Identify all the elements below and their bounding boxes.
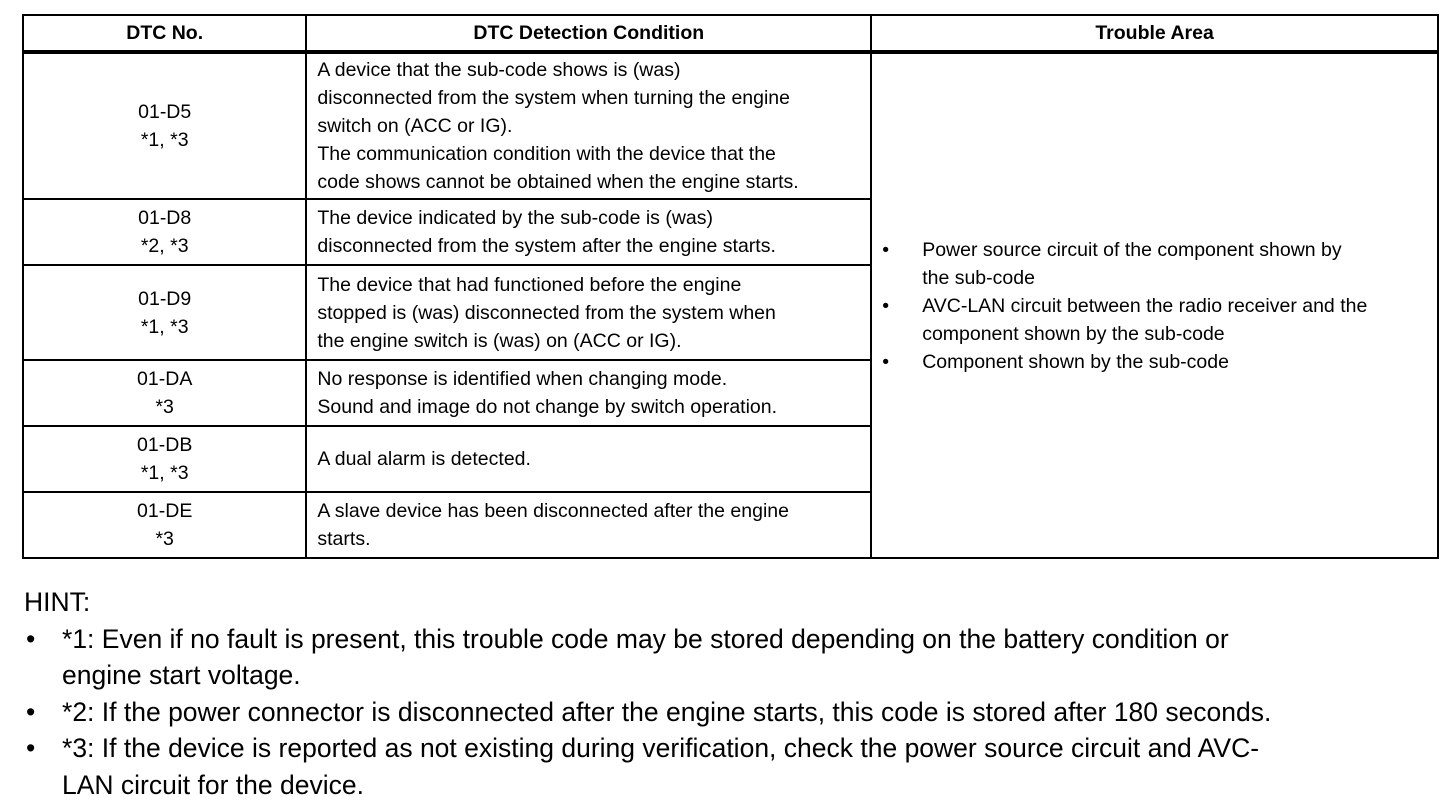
condition-line: Sound and image do not change by switch operation. (317, 393, 864, 421)
condition-line: disconnected from the system after the engine starts. (317, 232, 864, 260)
dtc-note-ref: *1, *3 (24, 313, 305, 341)
dtc-code-cell (23, 426, 306, 492)
trouble-area-cell (871, 52, 1438, 558)
dtc-code: 01-DA (24, 365, 305, 393)
dtc-code: 01-DE (24, 497, 305, 525)
condition-line: A slave device has been disconnected after the engine (317, 497, 864, 525)
hint-item (24, 730, 1444, 803)
condition-line: The device indicated by the sub-code is (was) (317, 204, 864, 232)
dtc-code-cell (23, 199, 306, 265)
condition-line: No response is identified when changing mode. (317, 365, 864, 393)
trouble-area-text: the sub-code (922, 267, 1035, 289)
condition-line: A device that the sub-code shows is (was) (317, 56, 864, 84)
hint-title: HINT: (24, 584, 1444, 621)
detection-condition-cell (306, 52, 871, 199)
condition-line: A dual alarm is detected. (317, 445, 864, 473)
bullet-icon: • (26, 694, 35, 731)
table-header-row (23, 15, 1438, 52)
hint-text: *1: Even if no fault is present, this trouble code may be stored depending on the battery condition or (62, 624, 1229, 654)
trouble-area-item (882, 348, 1431, 376)
dtc-code: 01-D9 (24, 285, 305, 313)
condition-line: starts. (317, 525, 864, 553)
hint-item (24, 621, 1444, 694)
dtc-code-cell (23, 52, 306, 199)
bullet-icon: • (882, 292, 889, 320)
detection-condition-cell (306, 360, 871, 426)
dtc-code: 01-D5 (24, 98, 305, 126)
condition-line: The communication condition with the device that the (317, 140, 864, 168)
bullet-icon: • (882, 348, 889, 376)
detection-condition-cell (306, 265, 871, 360)
trouble-area-text: component shown by the sub-code (922, 323, 1224, 345)
dtc-code-cell (23, 360, 306, 426)
trouble-area-text: AVC-LAN circuit between the radio receiver and the (922, 295, 1367, 317)
dtc-note-ref: *3 (24, 393, 305, 421)
dtc-code: 01-D8 (24, 204, 305, 232)
header-trouble-area: Trouble Area (871, 15, 1438, 52)
hint-text: LAN circuit for the device. (62, 770, 364, 800)
hint-text: *2: If the power connector is disconnected after the engine starts, this code is stored after 180 seconds. (62, 697, 1271, 727)
condition-line: code shows cannot be obtained when the engine starts. (317, 168, 864, 196)
header-dtc-no: DTC No. (23, 15, 306, 52)
bullet-icon: • (26, 621, 35, 658)
table-row (23, 52, 1438, 199)
trouble-area-text: Power source circuit of the component shown by (922, 239, 1341, 261)
condition-line: switch on (ACC or IG). (317, 112, 864, 140)
condition-line: stopped is (was) disconnected from the system when (317, 299, 864, 327)
dtc-code-cell (23, 492, 306, 558)
trouble-area-item (882, 236, 1431, 292)
dtc-note-ref: *1, *3 (24, 126, 305, 154)
dtc-code: 01-DB (24, 431, 305, 459)
trouble-area-list (882, 236, 1431, 376)
bullet-icon: • (26, 730, 35, 767)
trouble-area-item (882, 292, 1431, 348)
dtc-note-ref: *1, *3 (24, 459, 305, 487)
dtc-note-ref: *2, *3 (24, 232, 305, 260)
hint-list (24, 621, 1444, 803)
detection-condition-cell (306, 492, 871, 558)
hint-section (24, 584, 1444, 803)
condition-line: the engine switch is (was) on (ACC or IG). (317, 327, 864, 355)
detection-condition-cell (306, 426, 871, 492)
dtc-code-cell (23, 265, 306, 360)
trouble-area-text: Component shown by the sub-code (922, 351, 1229, 373)
dtc-table (22, 14, 1439, 559)
hint-item (24, 694, 1444, 731)
detection-condition-cell (306, 199, 871, 265)
header-detection-condition: DTC Detection Condition (306, 15, 871, 52)
condition-line: disconnected from the system when turning the engine (317, 84, 864, 112)
bullet-icon: • (882, 236, 889, 264)
dtc-note-ref: *3 (24, 525, 305, 553)
hint-text: engine start voltage. (62, 660, 301, 690)
hint-text: *3: If the device is reported as not existing during verification, check the power source circuit and AVC- (62, 733, 1259, 763)
condition-line: The device that had functioned before the engine (317, 271, 864, 299)
